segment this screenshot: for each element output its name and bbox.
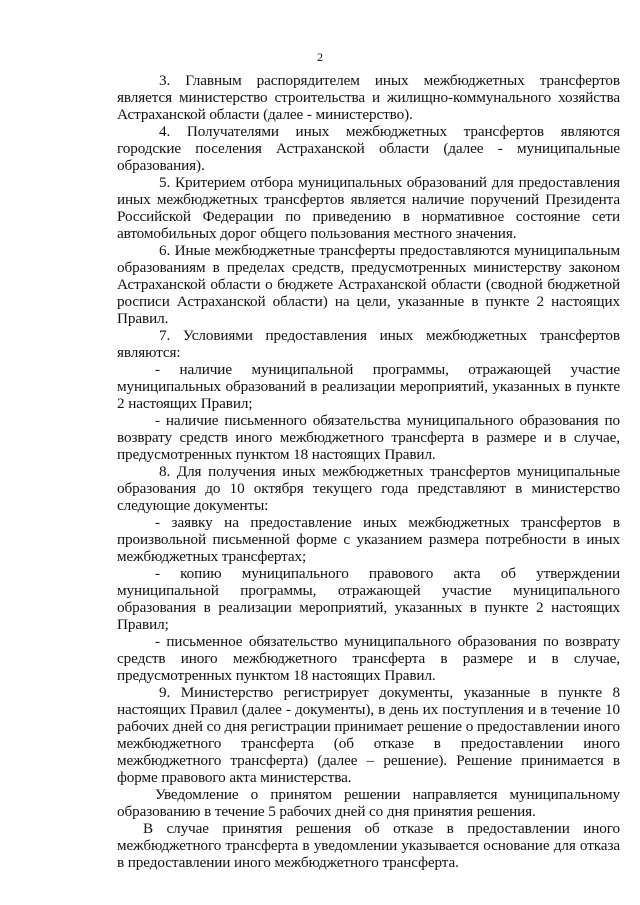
paragraph-refusal: В случае принятия решения об отказе в предоставлении иного межбюджетного трансферта в уведомлении указывается основание для отказа в предоставлении иного межбюджетного трансферта. [117,820,620,871]
paragraph-7-item-1: - наличие муниципальной программы, отражающей участие муниципальных образований в реализации мероприятий, указанных в пункте 2 настоящих Правил; [117,361,620,412]
paragraph-6: 6. Иные межбюджетные трансферты предоставляются муниципальным образованиям в пределах средств, предусмотренных министерству законом Астраханской области о бюджете Астраханской области (сводной бюджетной росписи Астраханской области) на цели, указанные в пункте 2 настоящих Правил. [117,242,620,327]
paragraph-8-item-2: - копию муниципального правового акта об утверждении муниципальной программы, отражающей участие муниципального образования в реализации мероприятий, указанных в пункте 2 настоящих Правил; [117,565,620,633]
paragraph-8-item-3: - письменное обязательство муниципального образования по возврату средств иного межбюджетного трансферта в размере и в случае, предусмотренных пунктом 18 настоящих Правил. [117,633,620,684]
paragraph-4: 4. Получателями иных межбюджетных трансфертов являются городские поселения Астраханской области (далее - муниципальные образования). [117,123,620,174]
document-body [117,72,620,871]
paragraph-3: 3. Главным распорядителем иных межбюджетных трансфертов является министерство строительства и жилищно-коммунального хозяйства Астраханской области (далее - министерство). [117,72,620,123]
page-number: 2 [317,50,323,64]
paragraph-5: 5. Критерием отбора муниципальных образований для предоставления иных межбюджетных трансфертов является наличие поручений Президента Российской Федерации по приведению в нормативное состояние сети автомобильных дорог общего пользования местного значения. [117,174,620,242]
paragraph-8: 8. Для получения иных межбюджетных трансфертов муниципальные образования до 10 октября текущего года представляют в министерство следующие документы: [117,463,620,514]
paragraph-8-item-1: - заявку на предоставление иных межбюджетных трансфертов в произвольной письменной форме с указанием размера потребности в иных межбюджетных трансфертах; [117,514,620,565]
paragraph-7: 7. Условиями предоставления иных межбюджетных трансфертов являются: [117,327,620,361]
paragraph-7-item-2: - наличие письменного обязательства муниципального образования по возврату средств иного межбюджетного трансферта в размере и в случае, предусмотренных пунктом 18 настоящих Правил. [117,412,620,463]
paragraph-notification: Уведомление о принятом решении направляется муниципальному образованию в течение 5 рабочих дней со дня принятия решения. [117,786,620,820]
paragraph-9: 9. Министерство регистрирует документы, указанные в пункте 8 настоящих Правил (далее - документы), в день их поступления и в течение 10 рабочих дней со дня регистрации принимает решение о предоставлении иного межбюджетного трансферта (об отказе в предоставлении иного межбюджетного трансферта) (далее – решение). Решение принимается в форме правового акта министерства. [117,684,620,786]
